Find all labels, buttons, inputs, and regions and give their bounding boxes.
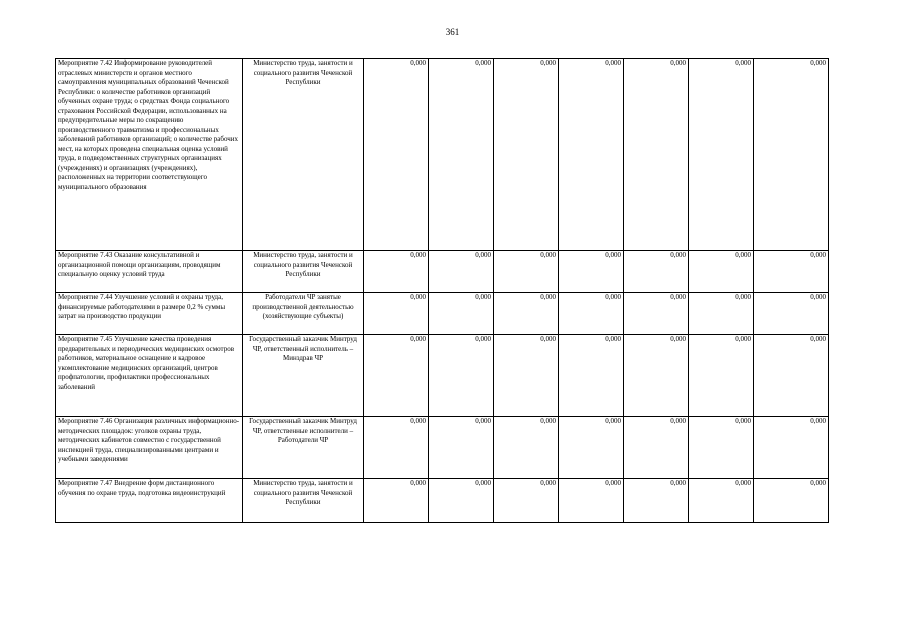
activity-description: Мероприятие 7.44 Улучшение условий и охраны труда, финансируемые работодателями в размере 0,2 % суммы затрат на производство продукции	[56, 293, 243, 335]
funding-value-cell: 0,000	[754, 251, 829, 293]
funding-value-cell: 0,000	[624, 293, 689, 335]
funding-value-cell: 0,000	[364, 335, 429, 417]
funding-value-cell: 0,000	[754, 479, 829, 523]
funding-value-cell: 0,000	[559, 335, 624, 417]
activity-description: Мероприятие 7.47 Внедрение форм дистанционного обучения по охране труда, подготовка видеоинструкций	[56, 479, 243, 523]
activity-executor: Государственный заказчик Минтруд ЧР, ответственные исполнители – Работодатели ЧР	[243, 417, 364, 479]
funding-value-cell: 0,000	[559, 251, 624, 293]
funding-value-cell: 0,000	[364, 479, 429, 523]
activity-description: Мероприятие 7.42 Информирование руководителей отраслевых министерств и органов местного самоуправления муниципальных образований Чеченской Республики: о количестве работников организаций обученных охране труда; о средствах Фонда социального страхования Российской Федерации, использованных на предупредительные меры по сокращению производственного травматизма и профессиональных заболеваний работников организаций; о количестве рабочих мест, на которых проведена специальная оценка условий труда, в подведомственных структурных организациях (учреждениях) и организациях (учреждениях), расположенных на территории соответствующего муниципального образования	[56, 59, 243, 251]
funding-value-cell: 0,000	[494, 293, 559, 335]
table-row	[56, 59, 829, 251]
activity-executor: Работодатели ЧР занятые производственной деятельностью (хозяйствующие субъекты)	[243, 293, 364, 335]
funding-value-cell: 0,000	[624, 335, 689, 417]
funding-value-cell: 0,000	[689, 293, 754, 335]
funding-value-cell: 0,000	[689, 251, 754, 293]
activity-executor: Министерство труда, занятости и социального развития Чеченской Республики	[243, 479, 364, 523]
funding-value-cell: 0,000	[559, 293, 624, 335]
funding-value-cell: 0,000	[754, 293, 829, 335]
table-row	[56, 417, 829, 479]
page-number: 361	[445, 27, 460, 37]
funding-value-cell: 0,000	[559, 479, 624, 523]
funding-value-cell: 0,000	[364, 251, 429, 293]
activity-description: Мероприятие 7.46 Организация различных информационно-методических площадок: уголков охраны труда, методических кабинетов совместно с государственной инспекцией труда, специализированными центрами и учебными заведениями	[56, 417, 243, 479]
funding-value-cell: 0,000	[624, 251, 689, 293]
funding-value-cell: 0,000	[364, 417, 429, 479]
activities-table	[55, 58, 829, 523]
funding-value-cell: 0,000	[624, 417, 689, 479]
funding-value-cell: 0,000	[689, 417, 754, 479]
table-row	[56, 293, 829, 335]
funding-value-cell: 0,000	[364, 59, 429, 251]
activity-description: Мероприятие 7.43 Оказание консультативной и организационной помощи организациям, проводящим специальную оценку условий труда	[56, 251, 243, 293]
funding-value-cell: 0,000	[429, 293, 494, 335]
funding-value-cell: 0,000	[624, 59, 689, 251]
funding-value-cell: 0,000	[624, 479, 689, 523]
funding-value-cell: 0,000	[364, 293, 429, 335]
funding-value-cell: 0,000	[429, 251, 494, 293]
activity-executor: Государственный заказчик Минтруд ЧР, ответственный исполнитель – Минздрав ЧР	[243, 335, 364, 417]
funding-value-cell: 0,000	[494, 479, 559, 523]
funding-value-cell: 0,000	[559, 417, 624, 479]
funding-value-cell: 0,000	[754, 59, 829, 251]
activity-description: Мероприятие 7.45 Улучшение качества проведения предварительных и периодических медицинских осмотров работников, материальное оснащение и кадровое укомплектование медицинских организаций, центров профпатологии, профилактики профессиональных заболеваний	[56, 335, 243, 417]
funding-value-cell: 0,000	[754, 335, 829, 417]
funding-value-cell: 0,000	[429, 59, 494, 251]
table-row	[56, 335, 829, 417]
funding-value-cell: 0,000	[754, 417, 829, 479]
funding-value-cell: 0,000	[494, 251, 559, 293]
activity-executor: Министерство труда, занятости и социального развития Чеченской Республики	[243, 59, 364, 251]
funding-value-cell: 0,000	[494, 59, 559, 251]
table-row	[56, 479, 829, 523]
funding-value-cell: 0,000	[494, 335, 559, 417]
table-row	[56, 251, 829, 293]
activity-executor: Министерство труда, занятости и социального развития Чеченской Республики	[243, 251, 364, 293]
funding-value-cell: 0,000	[429, 479, 494, 523]
funding-value-cell: 0,000	[689, 479, 754, 523]
funding-value-cell: 0,000	[689, 59, 754, 251]
funding-value-cell: 0,000	[559, 59, 624, 251]
funding-value-cell: 0,000	[689, 335, 754, 417]
funding-value-cell: 0,000	[429, 335, 494, 417]
funding-value-cell: 0,000	[429, 417, 494, 479]
funding-value-cell: 0,000	[494, 417, 559, 479]
